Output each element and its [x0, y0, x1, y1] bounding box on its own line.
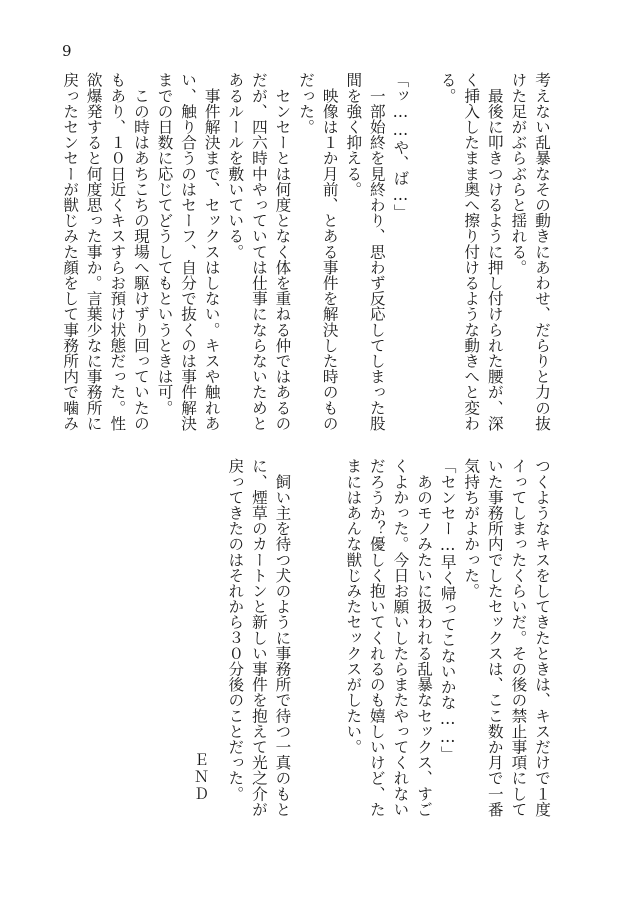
text-column: 映像は１か月前、とある事件を解決した時のもの	[320, 72, 339, 431]
text-column: 戻ったセンセーが獣じみた顔をして事務所内で噛み	[61, 72, 80, 431]
text-column: 欲爆発すると何度思った事か。言葉少なに事務所に	[84, 72, 103, 431]
text-column: 最後に叩きつけるように押し付けられた腰が、深	[485, 72, 504, 431]
text-column: 飼い主を待つ犬のように事務所で待つ一真のもと	[273, 458, 292, 817]
end-mark: ＥＮＤ	[192, 752, 210, 803]
text-column: あるルールを敷いている。	[226, 72, 245, 260]
page-number: 9	[62, 42, 72, 60]
text-column: つくようなキスをしてきたときは、キスだけで１度	[533, 458, 551, 817]
text-column: 考えない乱暴なその動きにあわせ、だらりと力の抜	[533, 72, 551, 431]
text-column: 気持ちがよかった。	[462, 458, 481, 599]
text-column: イってしまったくらいだ。その後の禁止事項にして	[509, 458, 528, 817]
text-column	[317, 458, 341, 858]
text-column: だろうか？優しく抱いてくれるのも嬉しいけど、た	[367, 458, 386, 817]
text-column	[293, 458, 317, 858]
text-column: る。	[438, 72, 457, 104]
text-column: 「センセー…早く帰ってこないかな……」	[438, 458, 457, 762]
text-column: あのモノみたいに扱われる乱暴なセックス、すご	[415, 458, 434, 817]
body-text-upper	[58, 72, 553, 452]
text-column: だが、四六時中やっていては仕事にならないためと	[249, 72, 268, 431]
text-column: だった。	[297, 72, 316, 135]
text-column: センセーとは何度となく体を重ねる仲ではあるの	[273, 72, 292, 431]
text-column: けた足がぶらぶらと揺れる。	[509, 72, 528, 275]
text-column: く挿入したまま奥へ擦り付けるような動きへと変わ	[462, 72, 481, 431]
text-column: 事件解決まで、セックスはしない。キスや触れあ	[202, 72, 221, 431]
text-column: までの日数に応じてどうしてもというときは可。	[155, 72, 174, 416]
text-column	[411, 72, 435, 452]
text-column: 間を強く抑える。	[344, 72, 363, 197]
text-column: いた事務所内でしたセックスは、ここ数か月で一番	[485, 458, 504, 817]
text-column: 戻ってきたのはそれから３０分後のことだった。	[226, 458, 245, 802]
body-text-lower	[223, 458, 553, 858]
text-column: に、煙草のカートンと新しい事件を抱えて光之介が	[249, 458, 268, 817]
text-column: まにはあんな獣じみたセックスがしたい。	[344, 458, 363, 755]
text-column: もあり、１０日近くキスすらお預け状態だった。性	[108, 72, 127, 431]
text-column: くよかった。今日お願いしたらまたやってくれない	[391, 458, 410, 817]
text-column: 「ッ……や、ば…」	[391, 72, 410, 220]
text-column: 一部始終を見終わり、思わず反応してしまった股	[367, 72, 386, 431]
text-column: この時はあちこちの現場へ駆けずり回っていたの	[131, 72, 150, 431]
text-column: い、触り合うのはセーフ、自分で抜くのは事件解決	[179, 72, 198, 431]
